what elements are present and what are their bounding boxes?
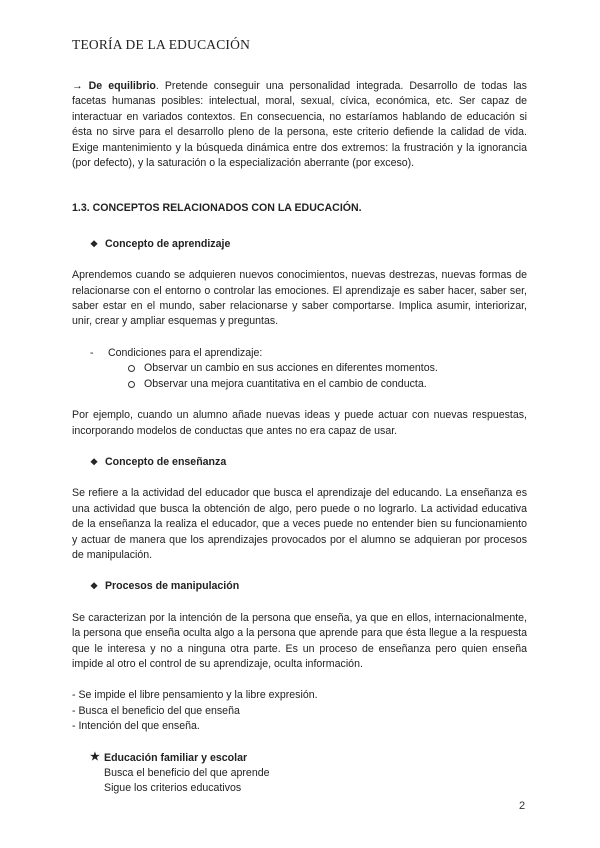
familiar-line: Sigue los criterios educativos xyxy=(104,782,242,795)
arrow-icon: → xyxy=(72,80,83,92)
conditions-label xyxy=(90,346,527,361)
list-item: - Se impide el libre pensamiento y la libre expresión. xyxy=(72,689,318,702)
section-title: 1.3. CONCEPTOS RELACIONADOS CON LA EDUCACIÓN. xyxy=(72,202,362,215)
page-number: 2 xyxy=(519,800,526,812)
circle-bullet-icon xyxy=(128,381,135,388)
heading-ensenanza-label: Concepto de enseñanza xyxy=(104,455,227,468)
heading-manipulacion xyxy=(90,579,527,594)
heading-ensenanza xyxy=(90,455,527,470)
intro-text: . Pretende conseguir una personalidad integrada. Desarrollo de todas las facetas humanas posibles: intelectual, moral, sexual, cívica, económica, etc. Ser capaz de interactuar en variados contextos. En consecuencia, no estaríamos hablando de educación si ésta no sirve para el desarrollo pleno de la persona, este criterio defiende la calidad de vida. Exige mantenimiento y la búsqueda dinámica entre dos extremos: la frustración y la ignorancia (por defecto), y la saturación o la especialización aberrante (por exceso). xyxy=(72,80,527,170)
circle-bullet-icon xyxy=(128,365,135,372)
ensenanza-paragraph: Se refiere a la actividad del educador que busca el aprendizaje del educando. La enseñanza es una actividad que busca la obtención de algo, pero puede o no lograrlo. La actividad educativa de la enseñanza la realiza el educador, que a veces puede no entender bien su funcionamiento y actuar de manera que los aprendizajes provocados por el alumno se adquieran por procesos de manipulación. xyxy=(72,487,527,561)
manipulacion-list xyxy=(72,688,527,734)
diamond-bullet-icon: ❖ xyxy=(90,581,99,592)
list-item: - Intención del que enseña. xyxy=(72,720,200,733)
diamond-bullet-icon: ❖ xyxy=(90,456,99,467)
heading-manipulacion-label: Procesos de manipulación xyxy=(104,580,240,593)
heading-aprendizaje-label: Concepto de aprendizaje xyxy=(104,237,231,250)
conditions-label-text: Condiciones para el aprendizaje: xyxy=(108,346,263,359)
heading-familiar xyxy=(90,751,527,766)
dash-bullet: - xyxy=(90,346,94,359)
star-icon: ★ xyxy=(90,750,100,763)
manipulacion-paragraph: Se caracterizan por la intención de la persona que enseña, ya que en ellos, internacionalmente, la persona que enseña oculta algo a la persona que aprende para que ésta llegue a la respuesta que le interesa y no a ninguna otra parte. Es un proceso de enseñanza pero quien enseña impide al otro el control de su aprendizaje, oculta información. xyxy=(72,611,527,670)
intro-paragraph xyxy=(72,79,527,171)
heading-aprendizaje xyxy=(90,237,527,252)
example-paragraph: Por ejemplo, cuando un alumno añade nuevas ideas y puede actuar con nuevas respuestas, incorporando modelos de conductas que antes no era capaz de usar. xyxy=(72,409,527,437)
condition-item xyxy=(128,377,527,392)
condition-item xyxy=(128,361,527,376)
diamond-bullet-icon: ❖ xyxy=(90,238,99,249)
running-header: TEORÍA DE LA EDUCACIÓN xyxy=(72,37,251,52)
intro-term: De equilibrio xyxy=(88,80,156,92)
list-item: - Busca el beneficio del que enseña xyxy=(72,704,240,717)
condition-text: Observar un cambio en sus acciones en diferentes momentos. xyxy=(144,362,438,375)
familiar-line: Busca el beneficio del que aprende xyxy=(104,767,270,779)
heading-familiar-label: Educación familiar y escolar xyxy=(104,751,248,764)
page-body xyxy=(72,79,527,797)
condition-text: Observar una mejora cuantitativa en el cambio de conducta. xyxy=(144,377,427,390)
aprendizaje-paragraph: Aprendemos cuando se adquieren nuevos conocimientos, nuevas destrezas, nuevas formas de relacionarse con el entorno o controlar las emociones. El aprendizaje es saber hacer, saber ser, saber estar en el mundo, saber relacionarse y saber comportarse. Implica asumir, interiorizar, unir, crear y ampliar esquemas y preguntas. xyxy=(72,269,527,328)
